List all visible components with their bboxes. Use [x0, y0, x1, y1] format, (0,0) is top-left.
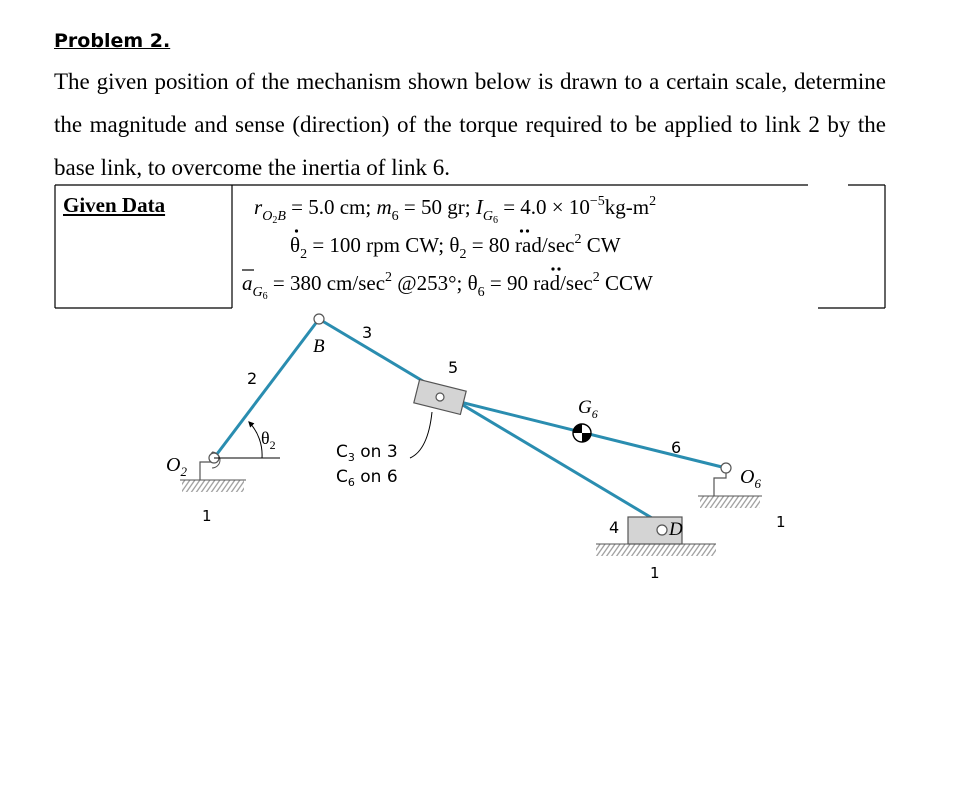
note-c6-on-6: $C_6$ on 6	[336, 467, 398, 489]
label-link-6: 6	[671, 438, 682, 457]
pin-o6	[721, 463, 731, 473]
label-o2: $O_2$	[166, 454, 187, 479]
given-line-3: $a_G6 = 380$ $cm/\sec^2$ @253°; $\theta_6 = 90$ rad/$\sec^2$ CCW	[242, 270, 653, 302]
given-line-1: $r_O2B = 5.0$ cm; $m_6 = 50$ gr; $I_G6 = 4.0 \times 10^{-5}kg-m^2$	[254, 194, 657, 226]
ground-slider-d	[596, 544, 716, 556]
pin-b	[314, 314, 324, 324]
pin-5	[436, 393, 444, 401]
label-link-2: 2	[247, 369, 258, 388]
label-d: D	[669, 519, 683, 540]
note-c3-on-3: $C_3$ on 3	[336, 442, 398, 464]
label-link-4: 4	[609, 518, 620, 537]
link-3	[319, 319, 672, 530]
label-link-1-left: 1	[202, 507, 212, 525]
given-data-label: Given Data	[63, 193, 166, 217]
problem-statement-text: The given position of the mechanism shown below is drawn to a certain scale, determine the magnitude and sense (direction) of the torque required to be applied to link 2 by the base link, to overcome the inertia of link 6.	[54, 69, 886, 180]
label-link-1-ground: 1	[650, 564, 660, 582]
label-link-5: 5	[448, 358, 459, 377]
label-o6: $O_6$	[740, 466, 761, 491]
g6-mass-symbol	[573, 424, 591, 442]
label-link-1-right: 1	[776, 513, 786, 531]
pin-d	[657, 525, 667, 535]
label-g6: $G_6$	[578, 397, 598, 421]
note-leader-line	[410, 412, 432, 458]
given-line-2: $\theta_2 = 100$ rpm CW; $\theta_2 = 80$ rad/$\sec^2$ CW	[290, 232, 621, 262]
label-b: B	[313, 336, 325, 357]
problem-heading: Problem 2.	[54, 30, 171, 52]
label-link-3: 3	[362, 323, 373, 342]
label-theta2: $\theta_2$	[261, 428, 276, 452]
